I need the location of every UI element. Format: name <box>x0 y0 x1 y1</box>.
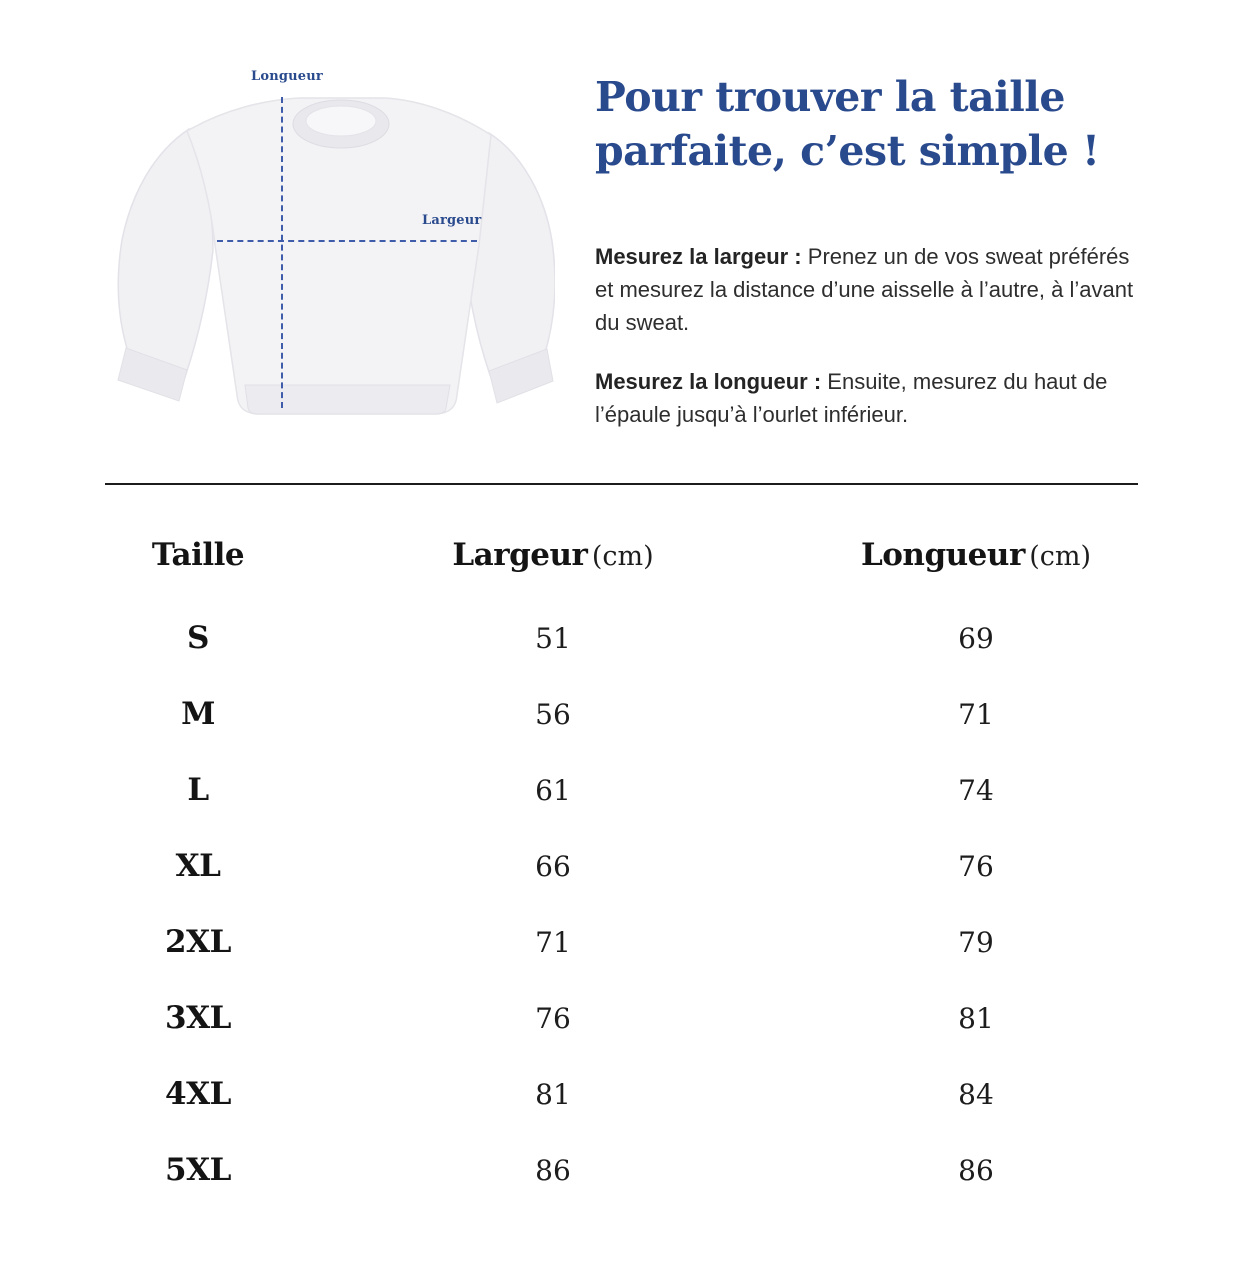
width-measure-line <box>217 240 477 242</box>
page-title: Pour trouver la taille parfaite, c’est simple ! <box>595 73 1100 175</box>
length-cell: 81 <box>958 1001 994 1035</box>
size-cell: L <box>187 772 209 808</box>
width-cell: 66 <box>535 849 571 883</box>
size-cell: 2XL <box>165 924 231 960</box>
table-row <box>100 676 1142 752</box>
length-cell: 71 <box>958 697 994 731</box>
size-diagram <box>105 55 555 435</box>
width-cell: 81 <box>535 1077 571 1111</box>
size-cell: 3XL <box>165 1000 231 1036</box>
sweatshirt-illustration <box>105 55 555 435</box>
table-row <box>100 600 1142 676</box>
size-cell: XL <box>175 848 221 884</box>
size-cell: S <box>187 620 209 656</box>
table-row <box>100 828 1142 904</box>
width-cell: 51 <box>535 621 571 655</box>
table-row <box>100 904 1142 980</box>
table-row <box>100 752 1142 828</box>
column-header-size: Taille <box>151 536 245 573</box>
measure-width-step <box>595 240 1143 339</box>
table-row <box>100 1056 1142 1132</box>
width-cell: 71 <box>535 925 571 959</box>
table-row <box>100 1132 1142 1208</box>
table-row <box>100 980 1142 1056</box>
intro-section <box>595 70 1143 431</box>
column-header-width: Largeur (cm) <box>452 536 654 573</box>
size-cell: 4XL <box>165 1076 231 1112</box>
step-label: Mesurez la largeur : <box>595 244 802 269</box>
step-label: Mesurez la longueur : <box>595 369 822 394</box>
length-label: Longueur <box>251 69 323 84</box>
step-text: Ensuite, mesurez du haut de l’épaule jusqu’à l’ourlet inférieur. <box>595 369 1108 427</box>
width-cell: 76 <box>535 1001 571 1035</box>
size-cell: M <box>181 696 215 732</box>
width-cell: 56 <box>535 697 571 731</box>
length-cell: 84 <box>958 1077 994 1111</box>
size-cell: 5XL <box>165 1152 231 1188</box>
length-cell: 69 <box>958 621 994 655</box>
size-table <box>100 485 1142 1208</box>
length-measure-line <box>281 97 283 408</box>
table-header-row <box>100 485 1142 600</box>
width-cell: 61 <box>535 773 571 807</box>
width-label: Largeur <box>422 213 482 228</box>
length-cell: 76 <box>958 849 994 883</box>
length-cell: 79 <box>958 925 994 959</box>
width-cell: 86 <box>535 1153 571 1187</box>
length-cell: 74 <box>958 773 994 807</box>
column-header-length: Longueur (cm) <box>860 536 1092 573</box>
step-text: Prenez un de vos sweat préférés et mesurez la distance d’une aisselle à l’autre, à l’avant du sweat. <box>595 244 1134 335</box>
length-cell: 86 <box>958 1153 994 1187</box>
measure-length-step <box>595 365 1143 431</box>
